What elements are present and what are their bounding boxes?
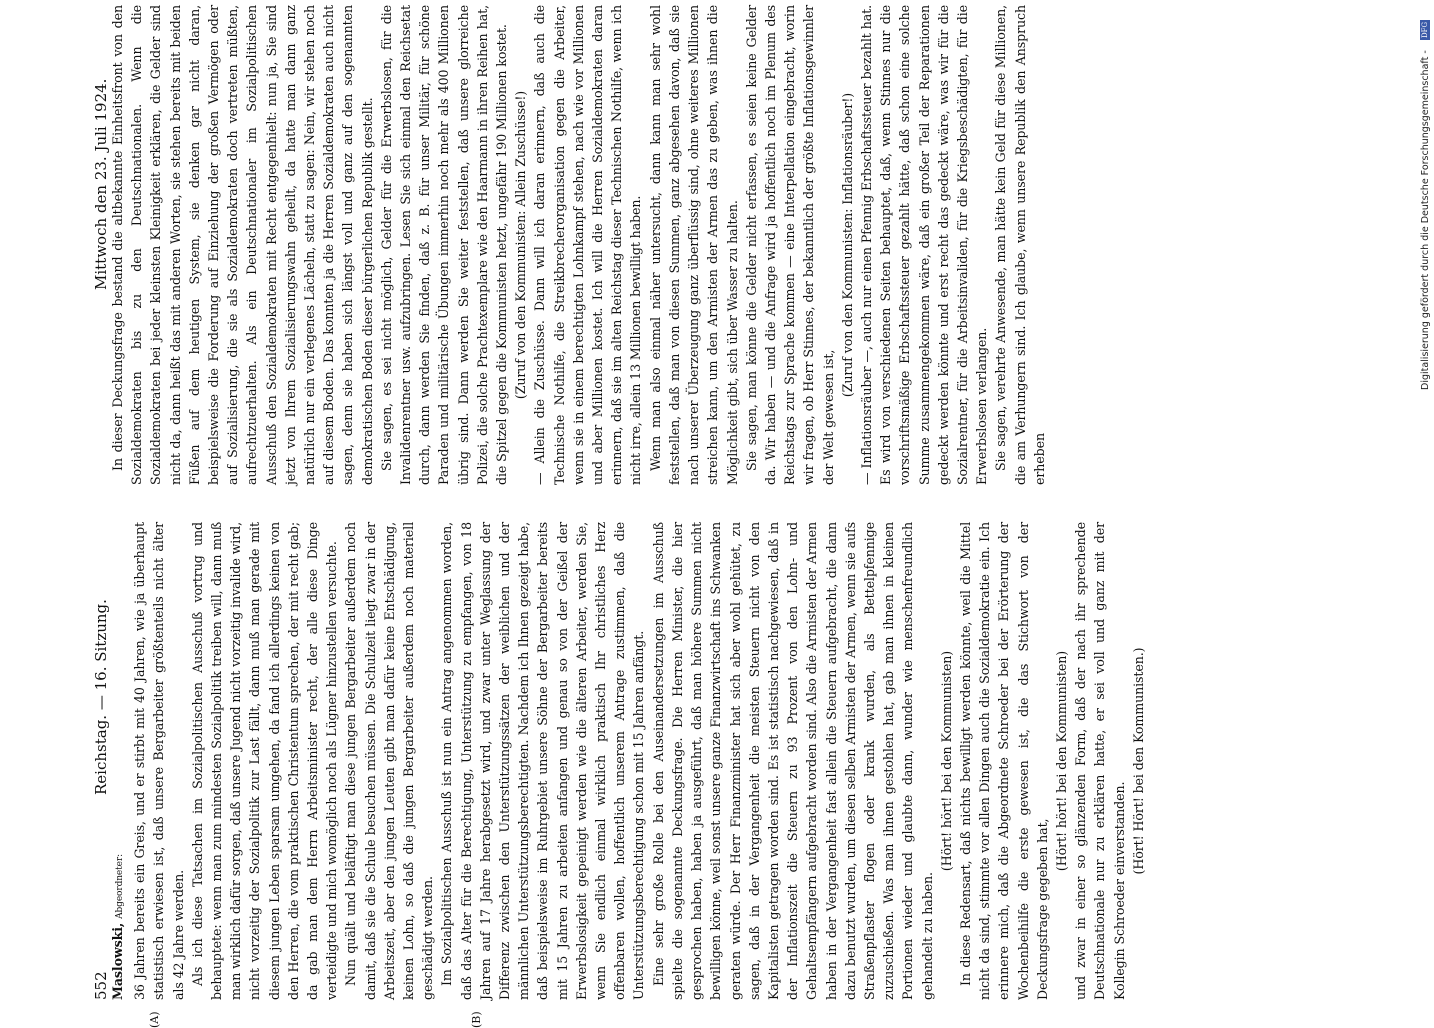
margin-mark-b: (B) <box>470 1011 483 1028</box>
speaker-name: Maslowski, <box>110 922 125 1000</box>
paragraph: — Allein die Zuschüsse. Dann will ich daran erinnern, daß auch die Technische Nothilfe, die Streikbrecherorganisation gegen die Arbeiter, wenn sie in einem berechtigten Lohnkampf stehen, nach wie vor Millionen und aber Millionen kostet. Ich will die Herren Sozialdemokraten daran erinnern, daß sie im alten Reichstag dieser Technischen Nothilfe, wenn ich nicht irre, allein 13 Millionen bewilligt haben. <box>532 5 644 485</box>
paragraph: In dieser Deckungsfrage bestand die altbekannte Einheitsfront von den Sozialdemokraten bis zu den Deutschnationalen. Wenn die Sozialdemokraten bei jeder kleinsten Kleinigkeit erklären, die Gelder sind nicht da, dann heißt das mit anderen Worten, sie stehen bereits mit beiden Füßen auf dem heutigen System, sie denken gar nicht daran, beispielsweise die Forderung auf Einziehung der großen Vermögen oder auf Sozialisierung, die sie als Sozialdemokraten doch vertreten müßten, aufrechtzuerhalten. Als ein Deutschnationaler im Sozialpolitischen Ausschuß den Sozialdemokraten mit Recht entgegenhielt: nun ja, Sie sind jetzt von Ihrem Sozialisierungswahn geheilt, da hatte man dann ganz natürlich nur ein verlegenes Lächeln, statt zu sagen: Nein, wir stehen noch auf diesem Boden. Das konnten ja die Herren Sozialdemokraten auch nicht sagen, denn sie haben sich längst voll und ganz auf den sogenannten demokratischen Boden dieser bürgerlichen Republik gestellt. <box>110 5 375 485</box>
header-left-title: Reichstag. — 16. Sitzung. <box>92 599 110 795</box>
margin-mark-a: (A) <box>148 1011 161 1028</box>
paragraph: In diese Redensart, daß nichts bewilligt werden könnte, weil die Mittel nicht da sind, stimmte vor allen Dingen auch die Sozialdemokratie ein. Ich erinnere mich, daß die Abgeordnete Schroeder bei der Erörterung der Wochenbeihilfe die erste gewesen ist, die das Stichwort von der Deckungsfrage gegeben hat, <box>957 522 1050 1000</box>
dfg-logo: DFG <box>1421 21 1429 38</box>
interjection: (Zuruf von den Kommunisten: Inflationsräuber!) <box>839 92 855 398</box>
paragraph: und zwar in einer so glänzenden Form, daß der nach ihr sprechende Deutschnationale nur zu erklären hatte, er sei voll und ganz mit der Kollegin Schroeder einverstanden. <box>1073 522 1127 1000</box>
paragraph: Nun quält und beläftigt man diese jungen Bergarbeiter außerdem noch damit, daß sie die Schule besuchen müssen. Die Schulzeit liegt zwar in der Arbeitszeit, aber den jungen Leuten gibt man dafür keine Entschädigung, keinen Lohn, so daß die jungen Bergarbeiter außerdem noch materiell geschädigt werden. <box>343 522 436 1000</box>
paragraph: — Inflationsräuber —, auch nur einen Pfennig Erbschaftssteuer bezahlt hat. Es wird von verschiedenen Seiten behauptet, daß, wenn Stinnes nur die vorschriftsmäßige Erbschaftssteuer gezahlt hätte, daß schon eine solche Summe zusammengekommen wäre, daß ein großer Teil der Reparationen gedeckt werden könnte und erst recht das gedeckt wäre, was wir für die Sozialrentner, für die Arbeitsinvaliden, für die Kriegsbeschädigten, für die Erwerbslosen verlangen. <box>858 5 990 485</box>
sidebar-text: Digitalisierung gefördert durch die Deutsche Forschungsgemeinschaft - <box>1420 50 1431 390</box>
paragraph: Wenn man also einmal näher untersucht, dann kann man sehr wohl feststellen, daß man von diesen Summen, ganz abgesehen davon, daß sie nach unserer Überzeugung ganz überflüssig sind, ohne weiteres Millionen streichen kann, um den Armisten der Armen das zu geben, was ihnen die Möglichkeit gibt, sich über Wasser zu halten. <box>647 5 740 485</box>
left-column <box>108 522 1308 1000</box>
paragraph: Im Sozialpolitischen Ausschuß ist nun ein Antrag angenommen worden, daß das Alter für die Berechtigung, Unterstützung zu empfangen, von 18 Jahren auf 17 Jahre herabgesetzt wird, und zwar unter Weglassung der Differenz zwischen den Unterstützungssätzen der weiblichen und der männlichen Unterstützungsberechtigten. Nachdem ich Ihnen gezeigt habe, daß beispielsweise im Ruhrgebiet unsere Söhne der Bergarbeiter bereits mit 15 Jahren zu arbeiten anfangen und genau so von der Geißel der Erwerbslosigkeit gepeinigt werden wie die älteren Arbeiter, werden Sie, wenn Sie endlich einmal wirklich praktisch Ihr christliches Herz offenbaren wollen, hoffentlich unserem Antrage zustimmen, daß die Unterstützungsberechtigung schon mit 15 Jahren anfängt. <box>439 522 647 1000</box>
paragraph: Als ich diese Tatsachen im Sozialpolitischen Ausschuß vortrug und behauptete: wenn man zum mindesten Sozialpolitik treiben will, dann muß man wirklich dafür sorgen, daß unsere Jugend nicht vorzeitig invalide wird, nicht vorzeitig der Sozialpolitik zur Last fällt, dann muß man gerade mit diesem jungen Leben sparsam umgehen, da fand ich allerdings keinen von den Herren, die vom praktischen Christentum sprechen, der mit recht gab; da gab man dem Herrn Arbeitsminister recht, der alle diese Dinge verteidigte und mich womöglich noch als Lügner hinzustellen versuchte. <box>189 522 340 1000</box>
right-column <box>108 5 1308 485</box>
paragraph: Sie sagen, es sei nicht möglich, Gelder für die Erwerbslosen, für die Invalidenrentner usw. aufzubringen. Lesen Sie sich einmal den Reichsetat durch, dann werden Sie finden, daß z. B. für unser Militär, für schöne Paraden und militärische Übungen immerhin noch mehr als 400 Millionen übrig sind. Dann werden Sie weiter feststellen, daß unsere glorreiche Polizei, die solche Prachtexemplare wie den Haarmann in ihren Reihen hat, die Spitzel gegen die Kommunisten hetzt, ungefähr 190 Millionen kostet. <box>378 5 510 485</box>
interjection: (Zuruf von den Kommunisten: Allein Zuschüsse!) <box>513 90 529 400</box>
paragraph: 36 Jahren bereits ein Greis, und er stirbt mit 40 Jahren, wie ja überhaupt statistisch erwiesen ist, daß unsere Bergarbeiter größtenteils nicht älter als 42 Jahre werden. <box>132 522 186 1000</box>
interjection: (Hört! Hört! bei den Kommunisten.) <box>1130 647 1146 875</box>
interjection: (Hört! hört! bei den Kommunisten) <box>1053 650 1069 872</box>
paragraph: Sie sagen, verehrte Anwesende, man hätte kein Geld für diese Millionen, die am Verhungern sind. Ich glaube, wenn unsere Republik den Anspruch erheben <box>993 5 1047 485</box>
interjection: (Hört! hört! bei den Kommunisten) <box>938 650 954 872</box>
speaker-line <box>108 522 130 1000</box>
page-number: 552 <box>92 971 110 1000</box>
header-right-title: Mittwoch den 23. Juli 1924. <box>92 78 110 290</box>
speaker-role: Abgeordneter: <box>115 853 125 919</box>
sidebar <box>1418 0 1434 1000</box>
paragraph: Eine sehr große Rolle bei den Auseinandersetzungen im Ausschuß spielte die sogenannte Deckungsfrage. Die Herren Minister, die hier gesprochen haben, haben ja ausgeführt, daß man höhere Summen nicht bewilligen könne, weil sonst unsere ganze Finanzwirtschaft ins Schwanken geraten würde. Der Herr Finanzminister hat sich aber wohl gehütet, zu sagen, daß in der Vergangenheit die meisten Steuern nicht von den Kapitalisten getragen worden sind. Es ist statistisch nachgewiesen, daß in der Inflationszeit die Steuern zu 93 Prozent von den Lohn- und Gehaltsempfängern aufgebracht worden sind. Also die Armisten der Armen haben in der Vergangenheit fast allein die Steuern aufgebracht, die dann dazu benutzt wurden, um diesen selben Armisten der Armen, wenn sie aufs Straßenpflaster flogen oder krank wurden, als Bettelpfennige zuzuschießen. Was man ihnen gestohlen hat, gab man ihnen in kleinen Portionen wieder und glaubte dann, wunder wie menschenfreundlich gehandelt zu haben. <box>650 522 935 1000</box>
paragraph: Sie sagen, man könne die Gelder nicht erfassen, es seien keine Gelder da. Wir haben — und die Anfrage wird ja hoffentlich noch im Plenum des Reichstags zur Sprache kommen — eine Interpellation eingebracht, worin wir fragen, ob Herr Stinnes, der bekanntlich der größte Inflationsgewinnler der Welt gewesen ist, <box>743 5 836 485</box>
